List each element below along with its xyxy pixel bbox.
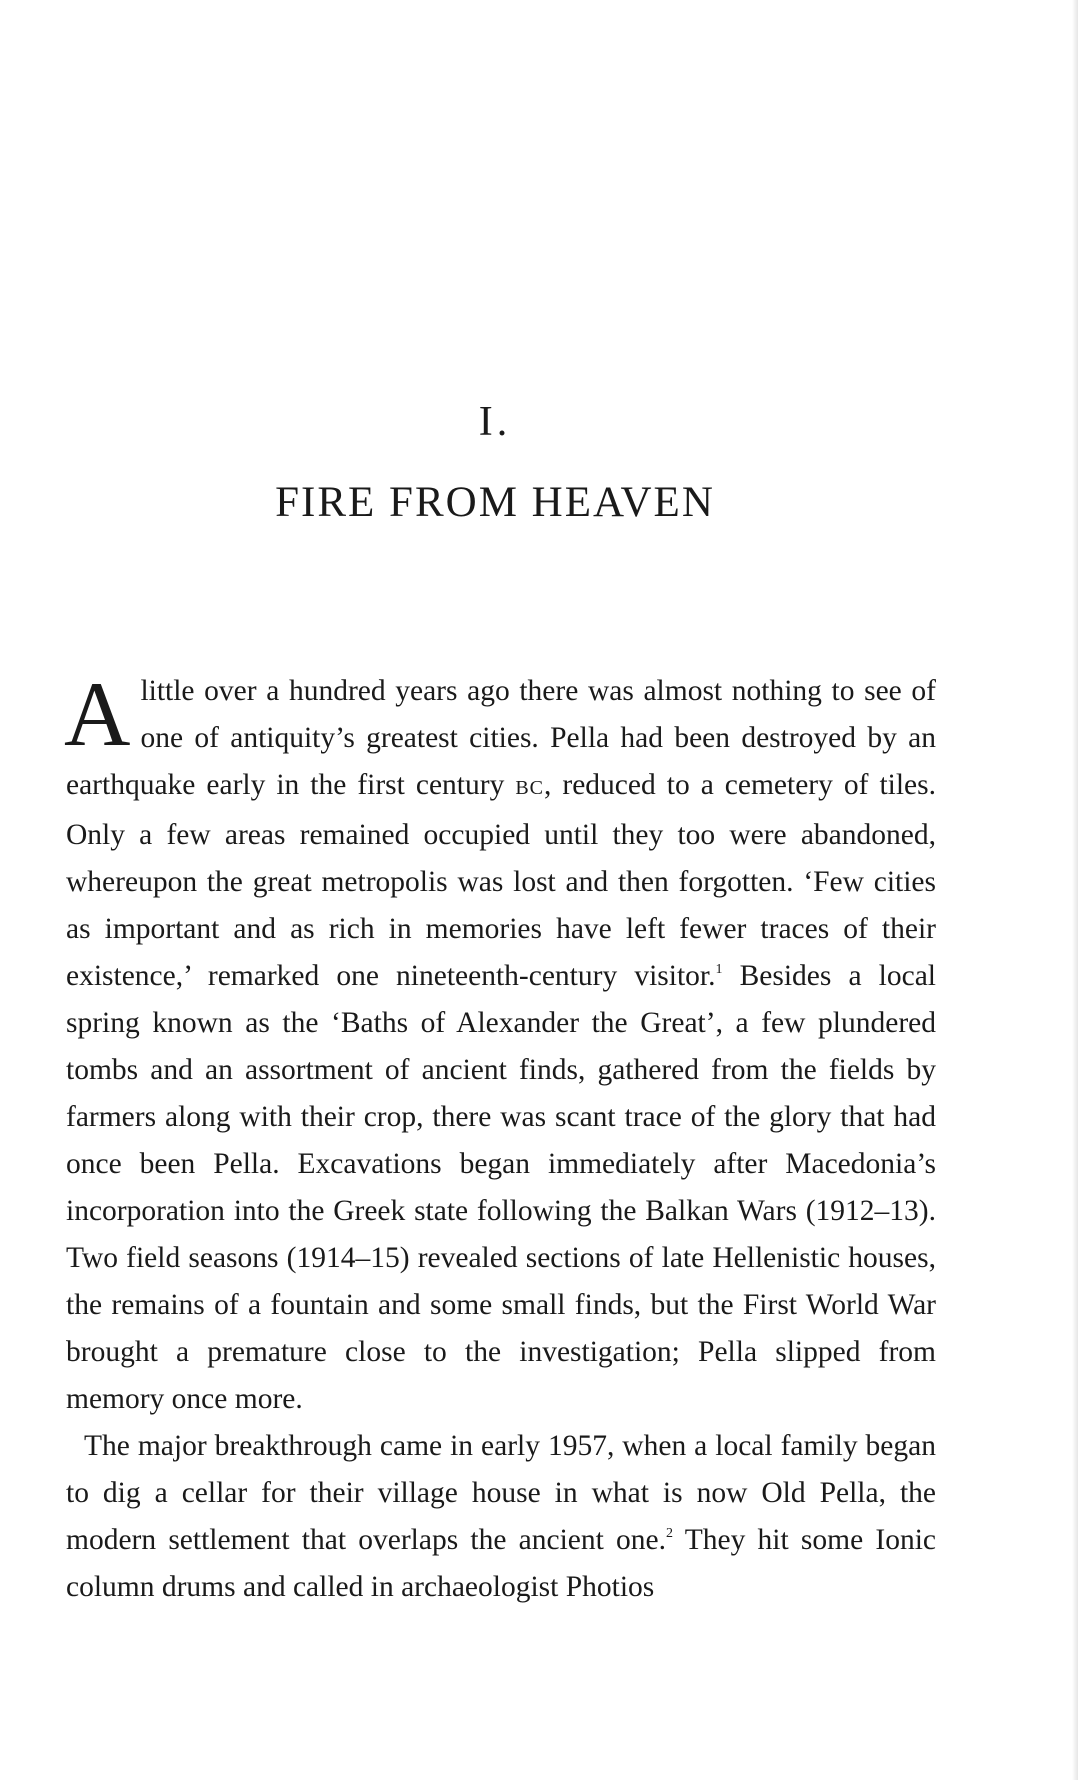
paragraph-text: , reduced to a cemetery of tiles. Only a few areas remained occupied until they too were abandoned, whereupon the great metropolis was lost and then forgotten. ‘Few cities as important and as rich in memories have left fewer traces of their existence,’ remarked one nineteenth-century visitor. [66, 769, 936, 992]
paragraph-text: The major breakthrough came in early 1957, when a local family began to dig a cellar for their village house in what is now Old Pella, the modern settlement that overlaps the ancient one. [66, 1430, 936, 1556]
paragraph-text: Besides a local spring known as the ‘Baths of Alexander the Great’, a few plundered tombs and an assortment of ancient finds, gathered from the fields by farmers along with their crop, there was scant trace of the glory that had once been Pella. Excavations began immediately after Macedonia’s incorporation into the Greek state following the Balkan Wars (1912–13). Two field seasons (1914–15) revealed sections of late Hellenistic houses, the remains of a fountain and some small finds, but the First World War brought a premature close to the investigation; Pella slipped from memory once more. [66, 960, 936, 1415]
chapter-number: I. [478, 399, 512, 445]
body-text [64, 663, 936, 1611]
footnote-marker: 1 [715, 962, 723, 977]
paragraph-text: little over a hundred years ago there was almost nothing to see of one of antiquity’s greatest cities. Pella had been destroyed by an earthquake early in the first century [66, 675, 936, 801]
page-edge [1072, 0, 1078, 1780]
paragraph-text: They hit some Ionic column drums and called in archaeologist Photios [66, 1524, 936, 1603]
drop-cap: A [64, 663, 131, 765]
paragraph-1 [64, 663, 936, 1423]
footnote-marker: 2 [666, 1526, 674, 1541]
paragraph-2 [66, 1423, 936, 1611]
era-abbreviation: BC [515, 777, 545, 799]
chapter-title: FIRE FROM HEAVEN [275, 479, 715, 526]
